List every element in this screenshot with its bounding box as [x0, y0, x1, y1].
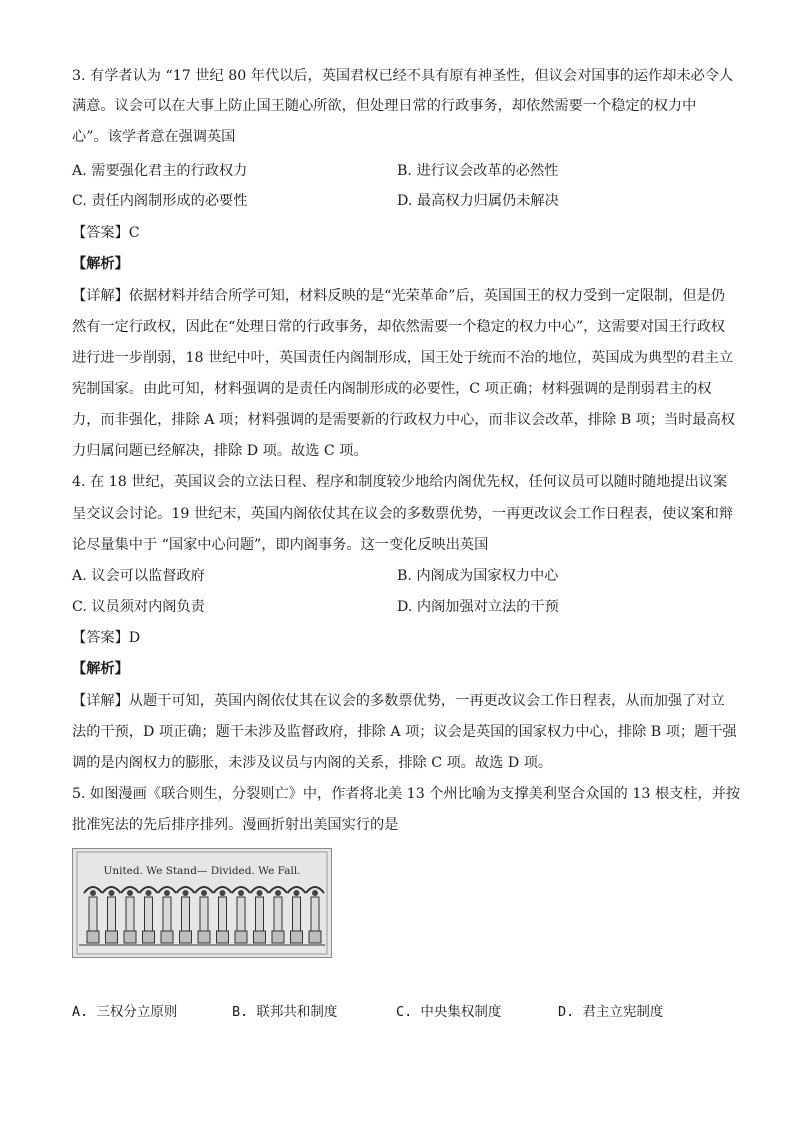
q3-detail-line-5: 力，而非强化，排除 A 项；材料强调的是需要新的行政权力中心，而非议会改革，排除 B 项；当时最高权 [72, 412, 735, 428]
q3-stem-line-1: 3. 有学者认为 “17 世纪 80 年代以后，英国君权已经不具有原有神圣性，但议会对国事的运作却未必令人 [72, 68, 734, 84]
q4-answer: 【答案】D [72, 630, 141, 646]
q4-detail-line-3: 调的是内阁权力的膨胀，未涉及议员与内阁的关系，排除 C 项。故选 D 项。 [72, 755, 553, 771]
q4-stem-line-1: 4. 在 18 世纪，英国议会的立法日程、程序和制度较少地给内阁优先权，任何议员可以随时随地提出议案 [72, 474, 728, 490]
q4-option-d: D. 内阁加强对立法的干预 [397, 599, 559, 615]
q3-detail-line-3: 进行进一步削弱，18 世纪中叶，英国责任内阁制形成，国王处于统而不治的地位，英国成为典型的君主立 [72, 350, 734, 366]
q3-option-d: D. 最高权力归属仍未解决 [397, 193, 559, 209]
q5-option-d: D. 君主立宪制度 [558, 1004, 664, 1020]
q3-stem-line-3: 心”。该学者意在强调英国 [72, 129, 236, 145]
q5-stem-line-1: 5. 如图漫画《联合则生，分裂则亡》中，作者将北美 13 个州比喻为支撑美利坚合众国的 13 根支柱，并按 [72, 786, 741, 802]
q5-option-c: C. 中央集权制度 [396, 1004, 502, 1020]
q3-option-a: A. 需要强化君主的行政权力 [72, 163, 248, 179]
q4-option-c: C. 议员须对内阁负责 [72, 599, 205, 615]
q4-option-a: A. 议会可以监督政府 [72, 568, 205, 584]
q3-option-b: B. 进行议会改革的必然性 [397, 163, 559, 179]
cartoon-pillars-drawing [73, 849, 331, 957]
q4-analysis-label: 【解析】 [72, 661, 129, 677]
q3-answer: 【答案】C [72, 225, 140, 241]
q3-detail-line-2: 然有一定行政权，因此在“处理日常的行政事务，却依然需要一个稳定的权力中心”，这需要对国王行政权 [72, 319, 725, 335]
q4-stem-line-2: 呈交议会讨论。19 世纪末，英国内阁依仗其在议会的多数票优势，一再更改议会工作日程表，使议案和辩 [72, 506, 734, 522]
q3-stem-line-2: 满意。议会可以在大事上防止国王随心所欲，但处理日常的行政事务，却依然需要一个稳定的权力中 [72, 98, 697, 114]
q3-detail-line-4: 宪制国家。由此可知，材料强调的是责任内阁制形成的必要性，C 项正确；材料强调的是削弱君主的权 [72, 381, 712, 397]
q5-option-b: B. 联邦共和制度 [232, 1004, 338, 1020]
q3-detail-line-6: 力归属问题已经解决，排除 D 项。故选 C 项。 [72, 443, 368, 459]
q4-detail-line-2: 法的干预，D 项正确；题干未涉及监督政府，排除 A 项；议会是英国的国家权力中心，排除 B 项；题干强 [72, 724, 737, 740]
q5-stem-line-2: 批准宪法的先后排序排列。漫画折射出美国实行的是 [72, 817, 399, 833]
q3-analysis-label: 【解析】 [72, 256, 129, 272]
q4-option-b: B. 内阁成为国家权力中心 [397, 568, 559, 584]
q4-stem-line-3: 论尽量集中于 “国家中心问题”，即内阁事务。这一变化反映出英国 [72, 537, 489, 553]
cartoon-image [72, 848, 332, 958]
q3-detail-line-1: 【详解】依据材料并结合所学可知，材料反映的是“光荣革命”后，英国国王的权力受到一定限制，但是仍 [72, 288, 725, 304]
q3-option-c: C. 责任内阁制形成的必要性 [72, 193, 248, 209]
cartoon-caption: United. We Stand— Divided. We Fall. [103, 865, 301, 877]
q5-option-a: A. 三权分立原则 [72, 1004, 178, 1020]
q4-detail-line-1: 【详解】从题干可知，英国内阁依仗其在议会的多数票优势，一再更改议会工作日程表，从而加强了对立 [72, 693, 725, 709]
